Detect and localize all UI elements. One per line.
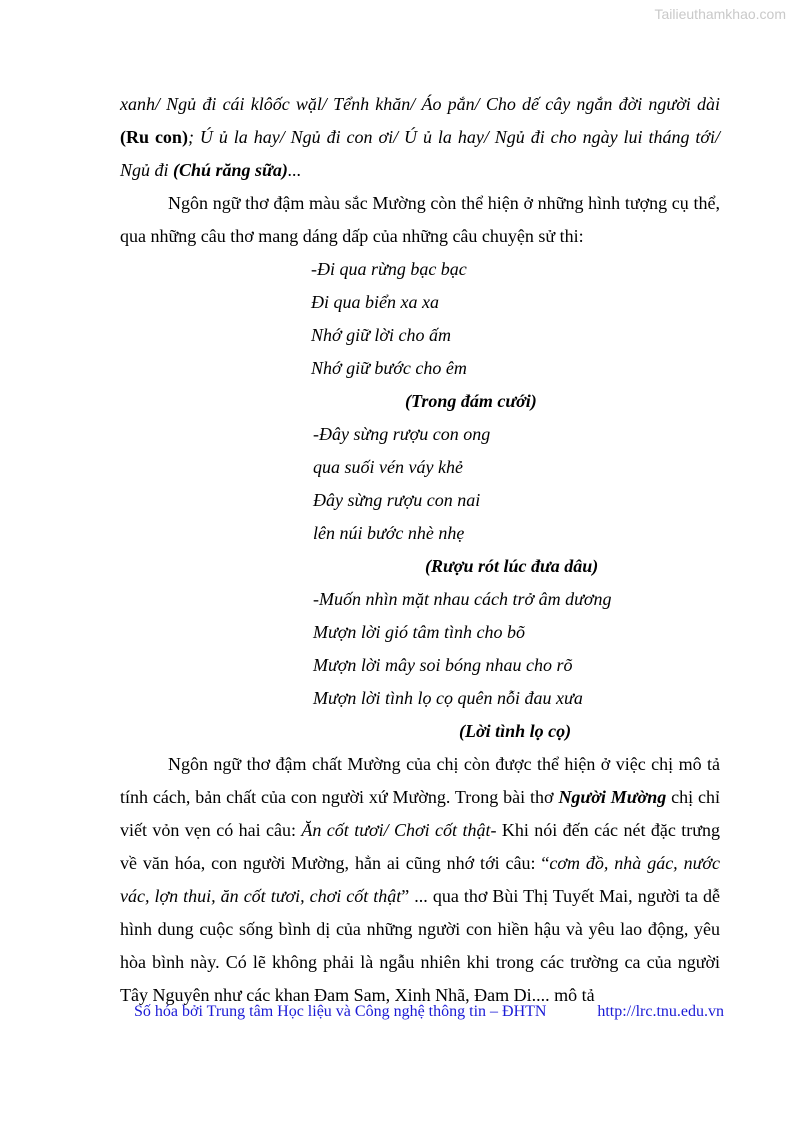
p1-line3-start: Ngủ đi <box>120 160 174 180</box>
footer-source: Số hóa bởi Trung tâm Học liệu và Công nghệ thông tin – ĐHTN <box>134 1003 547 1020</box>
p3-quote-short: Ăn cốt tươi/ Chơi cốt thật- <box>301 820 497 840</box>
p1-line1: xanh/ Ngủ đi cái klôốc wặl/ Tểnh khăn/ Áo pắn/ Cho dế cây ngắn đời người dài <box>120 94 720 114</box>
poem-3 <box>120 583 720 748</box>
poem-1 <box>120 253 720 418</box>
paragraph-2: Ngôn ngữ thơ đậm màu sắc Mường còn thể hiện ở những hình tượng cụ thể, qua những câu thơ mang dáng dấp của những câu chuyện sử thi: <box>120 193 720 246</box>
poem-line: Nhớ giữ lời cho ấm <box>311 325 452 345</box>
p3-quote-long: cơm đồ, nhà gác, nước vác, lợn thui, ăn cốt tươi, chơi cốt thật <box>120 853 720 906</box>
p3-text-2: chị chỉ viết vỏn vẹn có hai câu: <box>120 787 720 840</box>
poem-line: Mượn lời gió tâm tình cho bõ <box>313 622 526 642</box>
poem-line: Đi qua biển xa xa <box>311 292 439 312</box>
p1-ru-con: (Ru con) <box>120 127 188 147</box>
poem-2 <box>120 418 720 583</box>
page-footer <box>134 1003 724 1021</box>
poem-line: -Muốn nhìn mặt nhau cách trở âm dương <box>313 589 612 609</box>
paragraph-3 <box>120 748 720 1012</box>
footer-url: http://lrc.tnu.edu.vn <box>597 1003 724 1020</box>
paragraph-1 <box>120 88 720 187</box>
poem-line: -Đi qua rừng bạc bạc <box>311 259 467 279</box>
page-content <box>120 88 720 1012</box>
poem-caption: (Lời tình lọ cọ) <box>459 721 572 741</box>
watermark: Tailieuthamkhao.com <box>654 6 786 22</box>
p3-poem-title: Người Mường <box>558 787 667 807</box>
poem-caption: (Rượu rót lúc đưa dâu) <box>425 556 599 576</box>
p1-chu-rang-sua: (Chú răng sữa) <box>173 160 288 180</box>
p1-line3-end: ... <box>287 160 302 180</box>
poem-line: Nhớ giữ bước cho êm <box>311 358 467 378</box>
p3-text-3: Khi nói đến các nét đặc trưng về văn hóa, con người Mường, hẳn ai cũng nhớ tới câu: “ <box>120 820 720 873</box>
poem-line: Đây sừng rượu con nai <box>313 490 481 510</box>
poem-line: Mượn lời tình lọ cọ quên nỗi đau xưa <box>313 688 583 708</box>
poem-line: lên núi bước nhè nhẹ <box>313 523 465 543</box>
p3-text-4: ” ... qua thơ Bùi Thị Tuyết Mai, người ta dễ hình dung cuộc sống bình dị của những người con hiền hậu và yêu lao động, yêu hòa bình này. Có lẽ không phải là ngẫu nhiên khi trong các trường ca của người Tây Nguyên như các khan Đam Sam, Xinh Nhã, Đam Di.... mô tả <box>120 886 721 1005</box>
p1-line2: ; Ú ủ la hay/ Ngủ đi con ơi/ Ú ủ la hay/ Ngủ đi cho ngày lui tháng tới/ <box>187 127 721 147</box>
p3-text-1: Ngôn ngữ thơ đậm chất Mường của chị còn được thể hiện ở việc chị mô tả tính cách, bản chất của con người xứ Mường. Trong bài thơ <box>120 754 720 807</box>
poem-line: -Đây sừng rượu con ong <box>313 424 491 444</box>
poem-line: Mượn lời mây soi bóng nhau cho rõ <box>313 655 573 675</box>
poem-caption: (Trong đám cưới) <box>405 391 537 411</box>
poem-line: qua suối vén váy khẻ <box>313 457 463 477</box>
